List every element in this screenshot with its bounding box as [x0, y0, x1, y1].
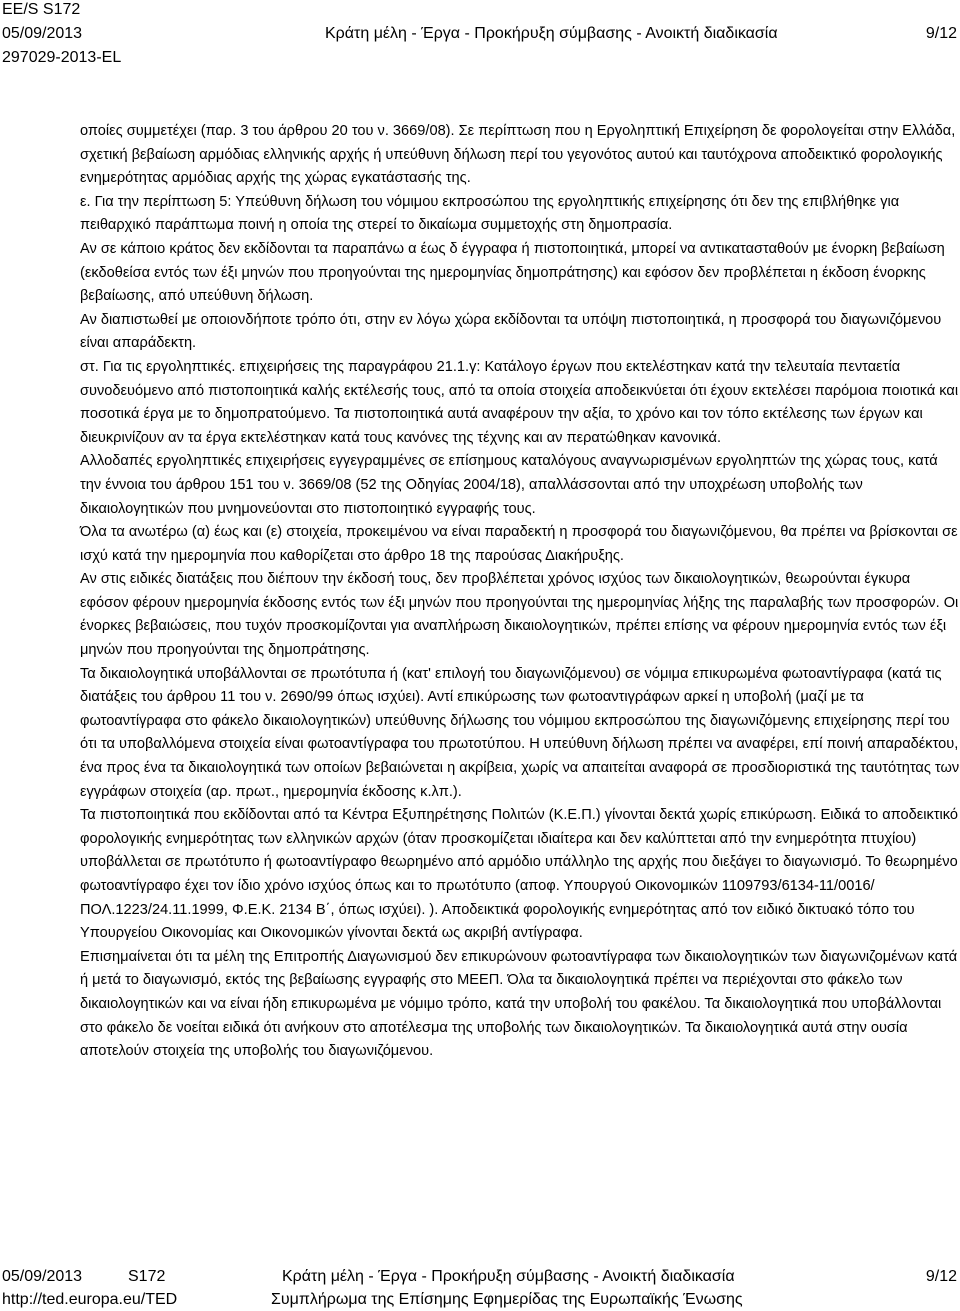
paragraph: ε. Για την περίπτωση 5: Υπεύθυνη δήλωση του νόμιμου εκπροσώπου της εργοληπτικής επιχείρησης ότι δεν της επιβλήθηκε για πειθαρχικό παράπτωμα ποινή η οποία της στερεί το δικαίωμα συμμετοχής στη δημοπρασία. — [80, 193, 900, 234]
footer-url[interactable]: http://ted.europa.eu/TED — [2, 1291, 178, 1308]
paragraph: Αν σε κάποιο κράτος δεν εκδίδονται τα παραπάνω α έως δ έγγραφα ή πιστοποιητικά, μπορεί να αντικατασταθούν με ένορκη βεβαίωση (εκδοθείσα εντός των έξι μηνών που προηγούνται της ημερομηνίας δημοπράτησης) και εφόσον δεν προβλέπεται η έκδοση ένορκης βεβαίωσης, από υπεύθυνη δήλωση. — [80, 240, 945, 305]
paragraph: Επισημαίνεται ότι τα μέλη της Επιτροπής Διαγωνισμού δεν επικυρώνουν φωτοαντίγραφα των δικαιολογητικών των διαγωνιζομένων κατά ή μετά το διαγωνισμό, εκτός της βεβαίωσης εγγραφής στο ΜΕΕΠ. Όλα τα δικαιολογητικά πρέπει να περιέχονται στο φάκελο των δικαιολογητικών και να είναι ήδη επικυρωμένα με νόμιμο τρόπο, κατά την υποβολή του φακέλου. Τα δικαιολογητικά που υποβάλλονται στο φάκελο δε νοείται ειδικά ότι ανήκουν στο αποτέλεσμα της υποβολής των δικαιολογητικών. Τα δικαιολογητικά αυτά στην ουσία αποτελούν στοιχεία της υποβολής του διαγωνιζόμενου. — [80, 948, 958, 1060]
document-body — [80, 120, 960, 1064]
paragraph: Αν διαπιστωθεί με οποιονδήποτε τρόπο ότι, στην εν λόγω χώρα εκδίδονται τα υπόψη πιστοποιητικά, η προσφορά του διαγωνιζόμενου είναι απαράδεκτη. — [80, 311, 942, 352]
paragraph: οποίες συμμετέχει (παρ. 3 του άρθρου 20 του ν. 3669/08). Σε περίπτωση που η Εργοληπτική Επιχείρηση δε φορολογείται στην Ελλάδα, σχετική βεβαίωση αρμόδιας ελληνικής αρχής ή υπεύθυνη δήλωση περί του γεγονότος αυτού και ταυτόχρονα αποδεικτικό φορολογικής ενημερότητας αρμόδιας αρχής της χώρας εγκατάστασής της. — [80, 123, 956, 187]
footer-date: 05/09/2013 — [2, 1268, 83, 1285]
header-date: 05/09/2013 — [2, 25, 83, 42]
header-page: 9/12 — [925, 25, 957, 42]
header-title: Κράτη μέλη - Έργα - Προκήρυξη σύμβασης - Ανοικτή διαδικασία — [325, 25, 778, 42]
paragraph: Αν στις ειδικές διατάξεις που διέπουν την έκδοσή τους, δεν προβλέπεται χρόνος ισχύος των δικαιολογητικών, θεωρούνται έγκυρα εφόσον φέρουν ημερομηνία έκδοσης εντός των έξι μηνών που προηγούνται της ημερομηνίας λήξης της παραλαβής των προσφορών. Οι ένορκες βεβαιώσεις, που τυχόν προσκομίζονται για αναπλήρωση δικαιολογητικών, πρέπει επίσης να φέρουν ημερομηνία εντός των έξι μηνών που προηγούνται της δημοπράτησης. — [80, 571, 959, 659]
header-notice-number: 297029-2013-EL — [2, 49, 122, 66]
paragraph: Τα δικαιολογητικά υποβάλλονται σε πρωτότυπα ή (κατ' επιλογή του διαγωνιζόμενου) σε νόμιμα επικυρωμένα φωτοαντίγραφα (κατά τις διατάξεις του άρθρου 11 του ν. 2690/99 όπως ισχύει). Αντί επικύρωσης των φωτοαντιγράφων αρκεί η υποβολή (μαζί με τα φωτοαντίγραφα στο φάκελο δικαιολογητικών) υπεύθυνης δήλωσης του νόμιμου εκπροσώπου της διαγωνιζόμενης επιχείρησης περί του ότι τα υποβαλλόμενα στοιχεία είναι φωτοαντίγραφα του πρωτοτύπου. Η υπεύθυνη δήλωση πρέπει να αναφέρει, επί ποινή απαραδέκτου, ένα προς ένα τα δικαιολογητικά των οποίων βεβαιώνεται η ακρίβεια, χωρίς να απαιτείται αναφορά σε προσδιοριστικά της ταυτότητας των εγγράφων στοιχεία (αρ. πρωτ., ημερομηνία έκδοσης κ.λπ.). — [80, 665, 960, 800]
paragraph: στ. Για τις εργοληπτικές. επιχειρήσεις της παραγράφου 21.1.γ: Κατάλογο έργων που εκτελέστηκαν κατά την τελευταία πενταετία συνοδευόμενο από πιστοποιητικά καλής εκτέλεσής τους, από τα οποία στοιχεία αποδεικνύεται ότι έχουν εκτελέσει παρόμοια ποιοτικά και ποσοτικά έργα με το δημοπρατούμενο. Τα πιστοποιητικά αυτά αναφέρουν την αξία, το χρόνο και τον τόπο εκτέλεσης των έργων και διευκρινίζουν αν τα έργα εκτελέστηκαν κατά τους κανόνες της τέχνης και αν περατώθηκαν κανονικά. — [80, 358, 959, 446]
footer-title: Κράτη μέλη - Έργα - Προκήρυξη σύμβασης - Ανοικτή διαδικασία — [282, 1268, 735, 1285]
footer-page: 9/12 — [925, 1268, 957, 1285]
paragraph: Αλλοδαπές εργοληπτικές επιχειρήσεις εγγεγραμμένες σε επίσημους καταλόγους αναγνωρισμένων εργοληπτών της χώρας τους, κατά την έννοια του άρθρου 151 του ν. 3669/08 (52 της Οδηγίας 2004/18), απαλλάσσονται από την υποχρέωση υποβολής των δικαιολογητικών που μνημονεύονται στο πιστοποιητικό εγγραφής τους. — [80, 453, 938, 517]
paragraph: Τα πιστοποιητικά που εκδίδονται από τα Κέντρα Εξυπηρέτησης Πολιτών (Κ.Ε.Π.) γίνονται δεκτά χωρίς επικύρωση. Ειδικά το αποδεικτικό φορολογικής ενημερότητας των ελληνικών αρχών (όταν προσκομίζεται ιδιαίτερα και δεν καλύπτεται από την ενημερότητα πτυχίου) υποβάλλεται σε πρωτότυπο ή φωτοαντίγραφο θεωρημένο από αρμόδιο υπάλληλο της αρχής που διεξάγει το διαγωνισμό. Το θεωρημένο φωτοαντίγραφο έχει τον ίδιο χρόνο ισχύος όπως και το πρωτότυπο (αποφ. Υπουργού Οικονομικών 1109793/6134-11/0016/ ΠΟΛ.1223/24.11.1999, Φ.Ε.Κ. 2134 Β΄, όπως ισχύει). ). Αποδεικτικά φορολογικής ενημερότητας από τον ειδικό δικτυακό τόπο του Υπουργείου Οικονομίας και Οικονομικών γίνονται δεκτά ως ακριβή αντίγραφα. — [80, 807, 959, 942]
header-id: EE/S S172 — [2, 1, 81, 18]
footer-series: S172 — [128, 1268, 166, 1285]
paragraph: Όλα τα ανωτέρω (α) έως και (ε) στοιχεία, προκειμένου να είναι παραδεκτή η προσφορά του διαγωνιζόμενου, θα πρέπει να βρίσκονται σε ισχύ κατά την ημερομηνία που καθορίζεται στο άρθρο 18 της παρούσας Διακήρυξης. — [80, 524, 958, 564]
footer-subtitle: Συμπλήρωμα της Επίσημης Εφημερίδας της Ευρωπαϊκής Ένωσης — [271, 1291, 743, 1308]
